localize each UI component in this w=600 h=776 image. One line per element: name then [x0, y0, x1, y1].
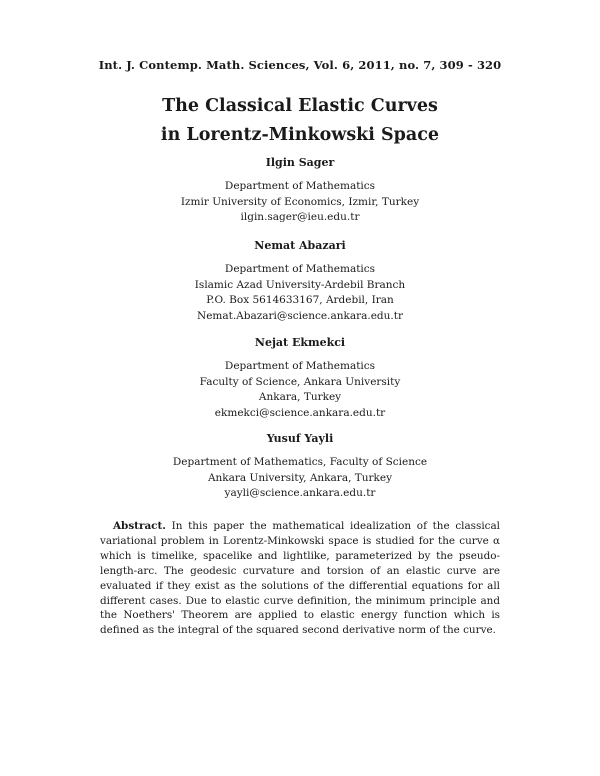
affiliation-line: Izmir University of Economics, Izmir, Turkey — [180, 195, 420, 208]
paper-title — [0, 92, 600, 150]
author-name: Yusuf Yayli — [266, 432, 334, 445]
affiliation-line: Department of Mathematics, Faculty of Science — [172, 456, 428, 468]
affiliation — [0, 262, 600, 324]
journal-header: Int. J. Contemp. Math. Sciences, Vol. 6, 2011, no. 7, 309 - 320 — [98, 58, 502, 72]
author-name: Ilgin Sager — [265, 156, 335, 169]
author-email: yayli@science.ankara.edu.tr — [224, 487, 376, 499]
title-line-1: The Classical Elastic Curves — [162, 96, 438, 116]
author-block-2 — [0, 239, 600, 324]
affiliation — [0, 359, 600, 421]
title-line-2: in Lorentz-Minkowski Space — [160, 125, 440, 145]
affiliation — [0, 179, 600, 226]
affiliation-line: P.O. Box 5614633167, Ardebil, Iran — [206, 294, 394, 306]
affiliation-line: Department of Mathematics — [224, 263, 376, 275]
affiliation-line: Faculty of Science, Ankara University — [199, 375, 401, 388]
author-name: Nemat Abazari — [254, 239, 346, 252]
abstract-text: In this paper the mathematical idealization of the classical variational problem in Lorentz-Minkowski space is studied for the curve α which is timelike, spacelike and lightlike, parameterized by the pseudo-length-arc. The geodesic curvature and torsion of an elastic curve are evaluated if they exist as the solutions of the differential equations for all different cases. Due to elastic curve definition, the minimum principle and the Noethers' Theorem are applied to elastic energy function which is defined as the integral of the squared second derivative norm of the curve. — [100, 520, 500, 637]
affiliation-line: Department of Mathematics — [224, 360, 376, 372]
affiliation-line: Department of Mathematics — [224, 180, 376, 192]
affiliation-line: Ankara, Turkey — [258, 391, 342, 403]
abstract — [100, 519, 500, 638]
abstract-label: Abstract. — [113, 520, 166, 532]
author-email: Nemat.Abazari@science.ankara.edu.tr — [197, 309, 403, 322]
author-name: Nejat Ekmekci — [254, 336, 346, 349]
author-block-1 — [0, 156, 600, 226]
author-email: ilgin.sager@ieu.edu.tr — [240, 211, 360, 223]
affiliation — [0, 455, 600, 502]
affiliation-line: Ankara University, Ankara, Turkey — [207, 471, 393, 484]
author-block-3 — [0, 336, 600, 421]
author-email: ekmekci@science.ankara.edu.tr — [214, 406, 386, 419]
affiliation-line: Islamic Azad University-Ardebil Branch — [194, 278, 406, 291]
author-block-4 — [0, 432, 600, 502]
